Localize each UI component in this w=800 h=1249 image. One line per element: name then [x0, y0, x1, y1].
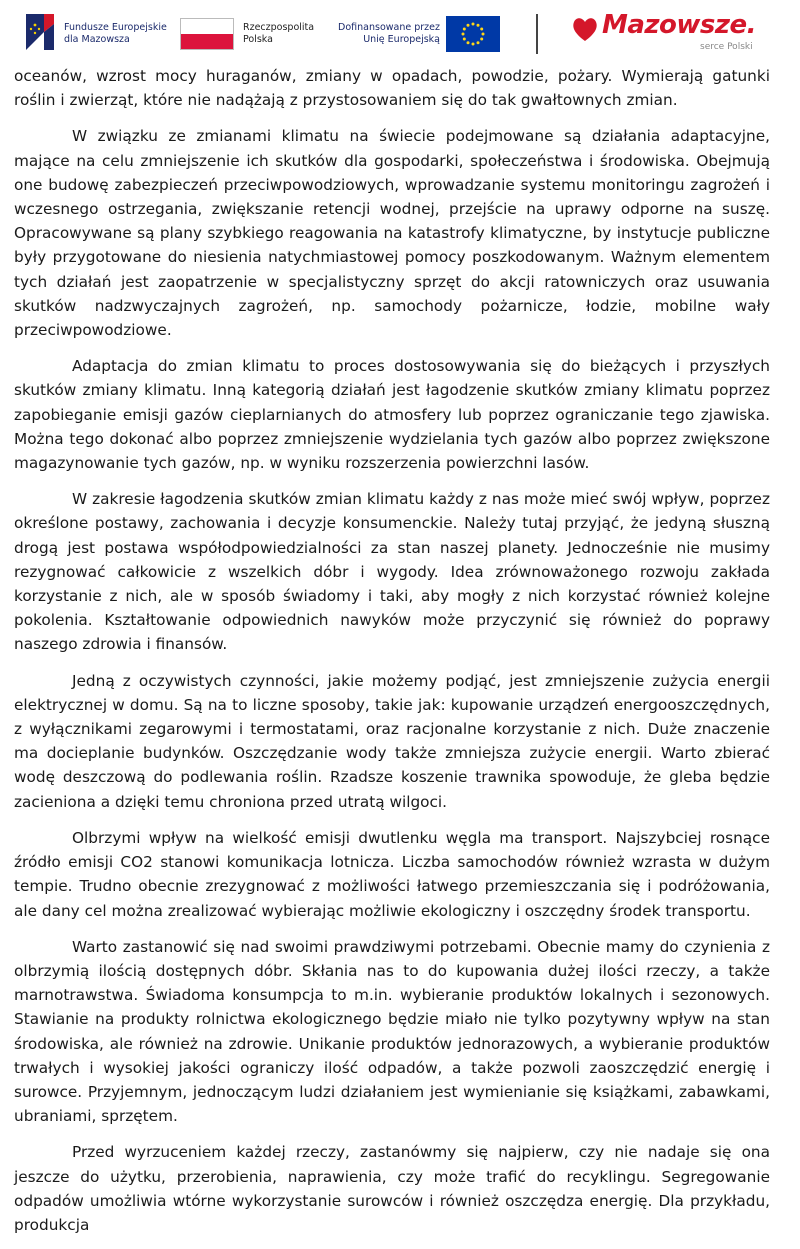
document-body: [14, 64, 770, 1249]
paragraph: W zakresie łagodzenia skutków zmian klimatu każdy z nas może mieć swój wpływ, poprzez określone postawy, zachowania i decyzje konsumenckie. Należy tutaj przyjąć, że jedyną słuszną drogą jest postawa współodpowiedzialności za stan naszej planety. Jednocześnie nie musimy rezygnować całkowicie z wszelkich dóbr i wygody. Idea zrównoważonego rozwoju zakłada korzystanie z nich, ale w sposób świadomy i taki, aby mogły z nich korzystać również kolejne pokolenia. Kształtowanie odpowiednich nawyków może przyczynić się również do poprawy naszego zdrowia i finansów.: [14, 490, 770, 654]
fe-line-2: dla Mazowsza: [64, 34, 130, 45]
rzeczpospolita-text: [243, 22, 314, 46]
mazowsze-heart-icon: [570, 14, 600, 44]
ue-line-1: Dofinansowane przez: [338, 22, 440, 33]
paragraph: Jedną z oczywistych czynności, jakie możemy podjąć, jest zmniejszenie zużycia energii elektrycznej w domu. Są na to liczne sposoby, takie jak: kupowanie urządzeń energooszczędnych, z wyłącznikami zegarowymi i termostatami, oraz racjonalne korzystanie z nich. Duże znaczenie ma docieplanie budynków. Oszczędzanie wody także zmniejsza zużycie energii. Warto zbierać wodę deszczową do podlewania roślin. Rzadsze koszenie trawnika spowoduje, że gleba będzie zacieniona a dzięki temu chroniona przed utratą wilgoci.: [14, 671, 770, 811]
paragraph: Przed wyrzuceniem każdej rzeczy, zastanówmy się najpierw, czy nie nadaje się ona jeszcze do użytku, przerobienia, naprawienia, czy może trafić do recyklingu. Segregowanie odpadów umożliwia wtórne wykorzystanie surowców i również oszczędza energię. Dla przykładu, produkcja: [14, 1143, 770, 1234]
eu-flag-icon: [446, 16, 500, 52]
paragraph: Warto zastanowić się nad swoimi prawdziwymi potrzebami. Obecnie mamy do czynienia z olbrzymią ilością dostępnych dóbr. Skłania nas to do kupowania dużej ilości rzeczy, a także marnotrawstwa. Świadoma konsumpcja to m.in. wybieranie produktów lokalnych i sezonowych. Stawianie na produkty rolnictwa ekologicznego będzie miało nie tylko pozytywny wpływ na stan środowiska, ale również na zdrowie. Unikanie produktów jednorazowych, a wybieranie produktów trwałych i wysokiej jakości ograniczy ilość odpadów, a także pozwoli zaoszczędzić energię i surowce. Przyjemnym, jednoczącym ludzi działaniem jest wymienianie się książkami, zabawkami, ubraniami, sprzętem.: [14, 937, 770, 1126]
header-separator: [536, 14, 538, 54]
ue-line-2: Unię Europejską: [363, 34, 440, 45]
page-header: [0, 0, 800, 64]
fundusze-europejskie-logo: [22, 10, 58, 54]
polish-flag-icon: [180, 18, 234, 50]
fundusze-europejskie-text: [64, 22, 167, 46]
paragraph: Adaptacja do zmian klimatu to proces dostosowywania się do bieżących i przyszłych skutków zmiany klimatu. Inną kategorią działań jest łagodzenie skutków zmiany klimatu poprzez zapobieganie emisji gazów cieplarnianych do atmosfery lub poprzez ograniczanie tego zjawiska. Można tego dokonać albo poprzez zmniejszenie wydzielania tych gazów albo poprzez zwiększone magazynowanie tych gazów, np. w wyniku rozszerzenia powierzchni lasów.: [14, 357, 770, 473]
paragraph: W związku ze zmianami klimatu na świecie podejmowane są działania adaptacyjne, mające na celu zmniejszenie ich skutków dla gospodarki, społeczeństwa i środowiska. Obejmują one budowę zabezpieczeń przeciwpowodziowych, wprowadzanie systemu monitoringu zagrożeń i wczesnego ostrzegania, zwiększanie retencji wodnej, przejście na uprawy odporne na suszę. Opracowywane są plany szybkiego reagowania na katastrofy klimatyczne, by instytucje publiczne były przygotowane do niesienia natychmiastowej pomocy poszkodowanym. Ważnym elementem tych działań jest zaopatrzenie w specjalistyczny sprzęt do akcji ratowniczych oraz usuwania skutków nadzwyczajnych zagrożeń, np. samochody pożarnicze, łodzie, mobilne wały przeciwpowodziowe.: [14, 127, 770, 340]
eu-funding-text: [338, 22, 440, 46]
fe-line-1: Fundusze Europejskie: [64, 22, 167, 33]
paragraph: Olbrzymi wpływ na wielkość emisji dwutlenku węgla ma transport. Najszybciej rosnące źródło emisji CO2 stanowi komunikacja lotnicza. Liczba samochodów również wzrasta w dużym tempie. Trudno obecnie zrezygnować z możliwości łatwego przemieszczania się i podróżowania, ale dany cel można zrealizować wybierając możliwie ekologiczny i oszczędny środek transportu.: [14, 828, 770, 920]
rp-line-1: Rzeczpospolita: [243, 22, 315, 33]
rp-line-2: Polska: [243, 34, 273, 45]
mazowsze-tagline: serce Polski: [700, 42, 753, 52]
paragraph: oceanów, wzrost mocy huraganów, zmiany w opadach, powodzie, pożary. Wymierają gatunki roślin i zwierząt, które nie nadążają z przystosowaniem się do tak gwałtownych zmian.: [14, 67, 770, 110]
mazowsze-logo-text: Mazowsze.: [602, 10, 757, 40]
